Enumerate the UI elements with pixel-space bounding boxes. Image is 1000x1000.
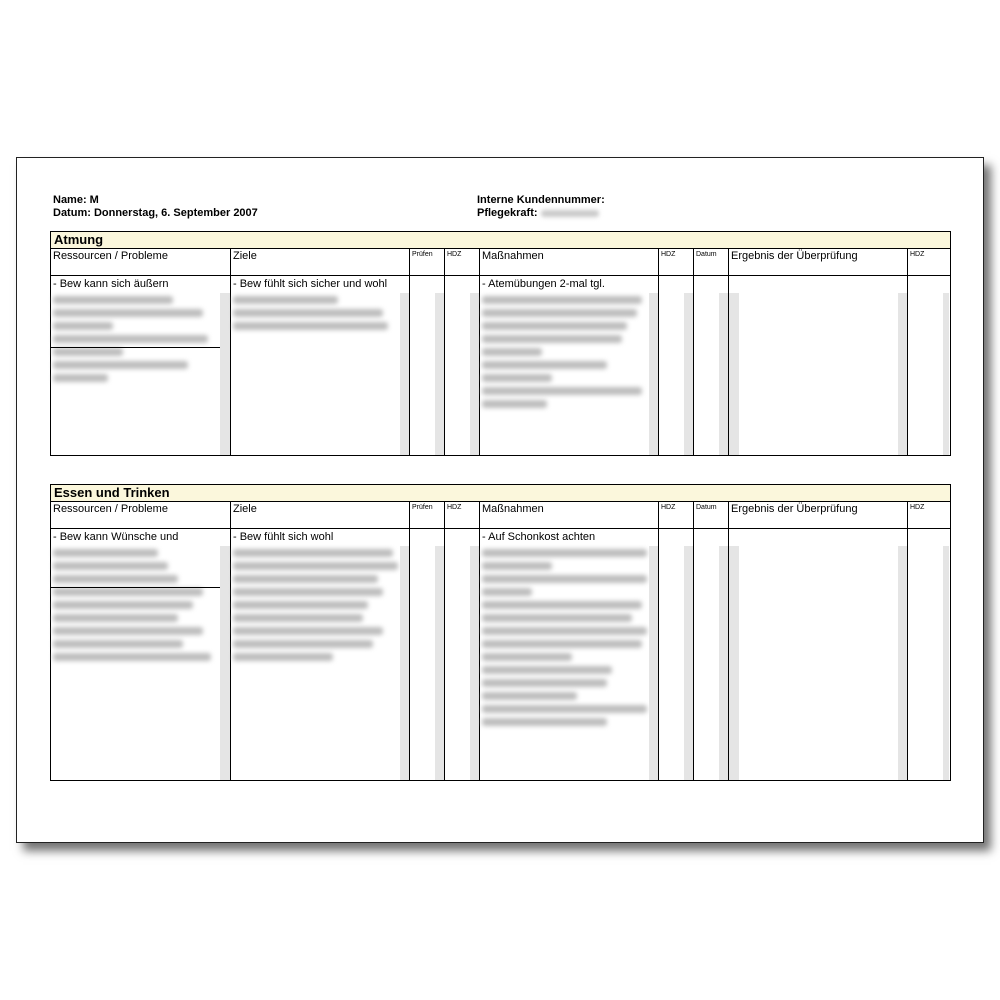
column-header-ergebnis: Ergebnis der Überprüfung	[729, 502, 908, 529]
blurred-text	[233, 549, 393, 557]
blurred-text	[233, 627, 383, 635]
section-atmung	[50, 231, 951, 456]
column-header-ziele: Ziele	[231, 249, 410, 276]
blurred-text	[482, 653, 572, 661]
blurred-text	[53, 627, 203, 635]
column-hdz	[907, 249, 951, 455]
customer-number-label: Interne Kundennummer:	[477, 194, 605, 206]
blurred-text	[482, 614, 632, 622]
column-datum	[693, 249, 729, 455]
caregiver-label-text: Pflegekraft:	[477, 207, 538, 219]
section-title: Essen und Trinken	[51, 485, 950, 502]
column-ressourcen	[51, 249, 230, 455]
ressourcen-cell	[53, 531, 218, 666]
column-header-datum: Datum	[694, 502, 729, 529]
section-body	[51, 249, 950, 455]
gray-strip	[220, 546, 230, 780]
blurred-text	[53, 614, 178, 622]
gray-strip	[729, 546, 739, 780]
column-ziele	[230, 502, 410, 780]
blurred-text	[482, 692, 577, 700]
blurred-text	[482, 562, 552, 570]
column-ziele	[230, 249, 410, 455]
cell-divider	[51, 587, 230, 588]
column-header-ziele: Ziele	[231, 502, 410, 529]
column-header-ergebnis: Ergebnis der Überprüfung	[729, 249, 908, 276]
blurred-text	[233, 614, 363, 622]
column-datum	[693, 502, 729, 780]
column-header-hdz: HDZ	[908, 249, 951, 276]
blurred-text	[233, 653, 333, 661]
blurred-text	[53, 588, 203, 596]
blurred-text	[482, 549, 647, 557]
section-essen-und-trinken	[50, 484, 951, 781]
blurred-text	[482, 705, 647, 713]
blurred-text	[53, 348, 123, 356]
column-header-hdz: HDZ	[908, 502, 951, 529]
gray-strip	[729, 293, 739, 455]
gray-strip	[943, 293, 949, 455]
blurred-text	[53, 296, 173, 304]
blurred-text	[233, 640, 373, 648]
blurred-text	[233, 575, 378, 583]
patient-name: Name: M	[53, 194, 99, 206]
massnahmen-cell	[482, 531, 647, 731]
column-pruefen	[409, 249, 445, 455]
blurred-text	[53, 322, 113, 330]
blurred-text	[482, 361, 607, 369]
blurred-text	[482, 322, 627, 330]
column-hdz	[658, 502, 694, 780]
column-header-hdz: HDZ	[659, 249, 694, 276]
gray-strip	[220, 293, 230, 455]
document-page	[16, 157, 984, 843]
blurred-text	[482, 400, 547, 408]
ziele-cell	[233, 278, 398, 335]
blurred-text	[233, 309, 383, 317]
blurred-text	[482, 666, 612, 674]
column-pruefen	[409, 502, 445, 780]
blurred-text	[233, 601, 368, 609]
header-right	[477, 194, 605, 220]
cell-divider	[51, 347, 230, 348]
blurred-text	[53, 562, 168, 570]
column-hdz	[444, 249, 480, 455]
blurred-text	[482, 640, 642, 648]
column-massnahmen	[479, 502, 659, 780]
blurred-text	[482, 679, 607, 687]
header-left	[53, 194, 258, 220]
column-hdz	[444, 502, 480, 780]
blurred-text	[53, 601, 193, 609]
blurred-text	[233, 562, 398, 570]
blurred-text	[233, 296, 338, 304]
column-header-pruefen: Prüfen	[410, 502, 445, 529]
massnahmen-first-line: - Auf Schonkost achten	[482, 531, 596, 543]
column-hdz	[907, 502, 951, 780]
redacted-caregiver	[541, 210, 599, 217]
blurred-text	[482, 718, 607, 726]
blurred-text	[482, 296, 642, 304]
blurred-text	[53, 309, 203, 317]
blurred-text	[53, 374, 108, 382]
ressourcen-first-line: - Bew kann sich äußern	[53, 278, 169, 290]
document-date: Datum: Donnerstag, 6. September 2007	[53, 207, 258, 219]
column-ergebnis	[728, 502, 908, 780]
column-header-massnahmen: Maßnahmen	[480, 249, 659, 276]
gray-strip	[943, 546, 949, 780]
column-massnahmen	[479, 249, 659, 455]
section-body	[51, 502, 950, 780]
column-header-massnahmen: Maßnahmen	[480, 502, 659, 529]
massnahmen-first-line: - Atemübungen 2-mal tgl.	[482, 278, 605, 290]
column-header-ressourcen: Ressourcen / Probleme	[51, 249, 230, 276]
blurred-text	[482, 374, 552, 382]
column-header-hdz: HDZ	[445, 249, 480, 276]
blurred-text	[482, 387, 642, 395]
blurred-text	[482, 335, 622, 343]
blurred-text	[482, 309, 637, 317]
column-header-pruefen: Prüfen	[410, 249, 445, 276]
section-title: Atmung	[51, 232, 950, 249]
blurred-text	[53, 549, 158, 557]
column-ergebnis	[728, 249, 908, 455]
ziele-first-line: - Bew fühlt sich wohl	[233, 531, 334, 543]
blurred-text	[53, 653, 211, 661]
blurred-text	[233, 588, 383, 596]
column-header-datum: Datum	[694, 249, 729, 276]
column-header-ressourcen: Ressourcen / Probleme	[51, 502, 230, 529]
massnahmen-cell	[482, 278, 647, 413]
column-ressourcen	[51, 502, 230, 780]
blurred-text	[482, 348, 542, 356]
caregiver-label	[477, 207, 605, 220]
ziele-first-line: - Bew fühlt sich sicher und wohl	[233, 278, 388, 290]
blurred-text	[482, 588, 532, 596]
column-hdz	[658, 249, 694, 455]
ressourcen-cell	[53, 278, 218, 387]
blurred-text	[53, 361, 188, 369]
blurred-text	[233, 322, 388, 330]
blurred-text	[53, 335, 208, 343]
blurred-text	[482, 627, 647, 635]
blurred-text	[53, 575, 178, 583]
ziele-cell	[233, 531, 398, 666]
blurred-text	[482, 575, 647, 583]
blurred-text	[482, 601, 642, 609]
column-header-hdz: HDZ	[659, 502, 694, 529]
ressourcen-first-line: - Bew kann Wünsche und	[53, 531, 179, 543]
blurred-text	[53, 640, 183, 648]
column-header-hdz: HDZ	[445, 502, 480, 529]
